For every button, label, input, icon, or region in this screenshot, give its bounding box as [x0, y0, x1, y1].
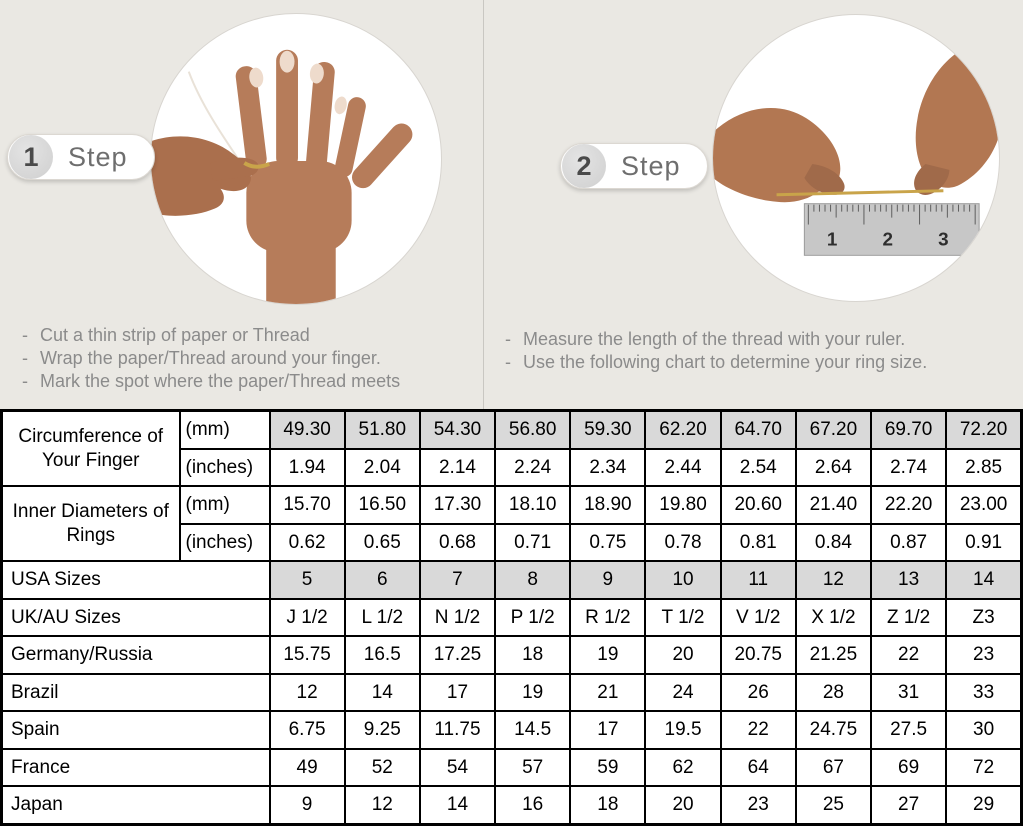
size-value-cell: 12: [796, 561, 871, 599]
size-value-cell: 33: [946, 674, 1021, 712]
size-value-cell: 2.64: [796, 449, 871, 487]
size-value-cell: 24: [645, 674, 720, 712]
size-value-cell: 14: [946, 561, 1021, 599]
size-value-cell: 30: [946, 711, 1021, 749]
size-value-cell: 59: [570, 749, 645, 787]
ruler-number-1: 1: [826, 228, 838, 250]
instruction-bullet: - Use the following chart to determine your ring size.: [505, 351, 1020, 374]
size-value-cell: 25: [796, 786, 871, 824]
size-value-cell: 11: [721, 561, 796, 599]
size-value-cell: 2.44: [645, 449, 720, 487]
step1-number: 1: [9, 135, 53, 179]
size-value-cell: 15.70: [270, 486, 345, 524]
size-value-cell: P 1/2: [495, 599, 570, 637]
size-value-cell: 23: [946, 636, 1021, 674]
size-value-cell: 20.75: [721, 636, 796, 674]
size-value-cell: 2.74: [871, 449, 946, 487]
size-value-cell: 16.50: [345, 486, 420, 524]
size-value-cell: 20.60: [721, 486, 796, 524]
size-value-cell: 16: [495, 786, 570, 824]
size-value-cell: Z 1/2: [871, 599, 946, 637]
step1-badge: [7, 134, 155, 180]
row-unit: (mm): [180, 411, 270, 449]
size-value-cell: 17: [420, 674, 495, 712]
size-value-cell: 2.54: [721, 449, 796, 487]
size-value-cell: 62: [645, 749, 720, 787]
size-value-cell: 21: [570, 674, 645, 712]
step2-instructions: [505, 328, 1020, 374]
size-value-cell: 29: [946, 786, 1021, 824]
size-value-cell: 67: [796, 749, 871, 787]
size-value-cell: 6.75: [270, 711, 345, 749]
thread-measurement-illustration: [713, 15, 999, 301]
size-value-cell: L 1/2: [345, 599, 420, 637]
size-value-cell: 1.94: [270, 449, 345, 487]
size-value-cell: 8: [495, 561, 570, 599]
step1-label: Step: [68, 141, 128, 172]
size-value-cell: 17.30: [420, 486, 495, 524]
size-value-cell: 20: [645, 636, 720, 674]
size-value-cell: 23: [721, 786, 796, 824]
size-value-cell: 9: [570, 561, 645, 599]
ruler-number-2: 2: [882, 228, 894, 250]
ruler-graphic: [804, 204, 979, 256]
size-value-cell: 2.24: [495, 449, 570, 487]
size-value-cell: 27.5: [871, 711, 946, 749]
step2-badge: [560, 143, 708, 189]
size-value-cell: 19: [495, 674, 570, 712]
table-row: [2, 486, 1022, 524]
ring-size-table-section: [0, 409, 1023, 826]
size-value-cell: 31: [871, 674, 946, 712]
table-row: [2, 636, 1022, 674]
size-value-cell: 28: [796, 674, 871, 712]
size-value-cell: 13: [871, 561, 946, 599]
size-value-cell: 0.91: [946, 524, 1021, 562]
size-value-cell: 22.20: [871, 486, 946, 524]
instruction-bullet: - Cut a thin strip of paper or Thread: [22, 324, 492, 347]
size-value-cell: 16.5: [345, 636, 420, 674]
size-value-cell: 54.30: [420, 411, 495, 449]
size-value-cell: 17.25: [420, 636, 495, 674]
size-value-cell: 14: [345, 674, 420, 712]
step2-label: Step: [621, 150, 681, 181]
size-value-cell: 19.5: [645, 711, 720, 749]
size-value-cell: 17: [570, 711, 645, 749]
size-value-cell: 0.81: [721, 524, 796, 562]
size-value-cell: 18: [570, 786, 645, 824]
size-value-cell: 0.68: [420, 524, 495, 562]
size-value-cell: J 1/2: [270, 599, 345, 637]
size-value-cell: 14: [420, 786, 495, 824]
size-value-cell: 12: [345, 786, 420, 824]
hand-with-ring-illustration: [151, 14, 441, 304]
size-value-cell: 21.25: [796, 636, 871, 674]
size-value-cell: 64.70: [721, 411, 796, 449]
row-unit: (mm): [180, 486, 270, 524]
ring-size-table-body: [2, 411, 1022, 825]
size-value-cell: 51.80: [345, 411, 420, 449]
size-value-cell: 57: [495, 749, 570, 787]
table-row: [2, 561, 1022, 599]
size-value-cell: 6: [345, 561, 420, 599]
size-value-cell: 2.14: [420, 449, 495, 487]
table-row: [2, 599, 1022, 637]
size-value-cell: 9: [270, 786, 345, 824]
size-value-cell: N 1/2: [420, 599, 495, 637]
size-value-cell: 9.25: [345, 711, 420, 749]
size-value-cell: 72: [946, 749, 1021, 787]
size-value-cell: Z3: [946, 599, 1021, 637]
size-value-cell: 59.30: [570, 411, 645, 449]
row-label: Spain: [2, 711, 270, 749]
size-value-cell: 2.34: [570, 449, 645, 487]
table-row: [2, 749, 1022, 787]
size-value-cell: 52: [345, 749, 420, 787]
size-value-cell: 72.20: [946, 411, 1021, 449]
size-value-cell: 2.85: [946, 449, 1021, 487]
row-label: Inner Diameters of Rings: [2, 486, 180, 561]
size-value-cell: 67.20: [796, 411, 871, 449]
size-value-cell: 20: [645, 786, 720, 824]
row-unit: (inches): [180, 449, 270, 487]
ruler-number-3: 3: [938, 228, 949, 250]
size-value-cell: 0.78: [645, 524, 720, 562]
row-label: USA Sizes: [2, 561, 270, 599]
size-value-cell: 0.65: [345, 524, 420, 562]
size-value-cell: 69.70: [871, 411, 946, 449]
step1-photo-hand-with-ring: [150, 13, 442, 305]
size-value-cell: 2.04: [345, 449, 420, 487]
size-value-cell: 62.20: [645, 411, 720, 449]
instruction-bullet: - Mark the spot where the paper/Thread meets: [22, 370, 492, 393]
row-unit: (inches): [180, 524, 270, 562]
size-value-cell: 14.5: [495, 711, 570, 749]
size-value-cell: 26: [721, 674, 796, 712]
step2-photo-measuring-thread: [712, 14, 1000, 302]
size-value-cell: 7: [420, 561, 495, 599]
step1-instructions: [22, 324, 492, 393]
table-row: [2, 674, 1022, 712]
size-value-cell: R 1/2: [570, 599, 645, 637]
size-value-cell: 0.87: [871, 524, 946, 562]
size-value-cell: 21.40: [796, 486, 871, 524]
size-value-cell: 15.75: [270, 636, 345, 674]
row-label: Germany/Russia: [2, 636, 270, 674]
row-label: Japan: [2, 786, 270, 824]
size-value-cell: 10: [645, 561, 720, 599]
size-value-cell: 19.80: [645, 486, 720, 524]
row-label: Brazil: [2, 674, 270, 712]
size-value-cell: 0.71: [495, 524, 570, 562]
size-value-cell: 54: [420, 749, 495, 787]
size-value-cell: 49.30: [270, 411, 345, 449]
size-value-cell: 24.75: [796, 711, 871, 749]
instruction-bullet: - Wrap the paper/Thread around your finger.: [22, 347, 492, 370]
row-label: Circumference of Your Finger: [2, 411, 180, 487]
size-value-cell: 0.75: [570, 524, 645, 562]
size-value-cell: 56.80: [495, 411, 570, 449]
instructions-section: [0, 0, 1023, 409]
size-value-cell: 64: [721, 749, 796, 787]
size-value-cell: 19: [570, 636, 645, 674]
size-value-cell: 12: [270, 674, 345, 712]
row-label: UK/AU Sizes: [2, 599, 270, 637]
ring-size-table: [0, 409, 1023, 826]
size-value-cell: 22: [871, 636, 946, 674]
table-row: [2, 786, 1022, 824]
step2-number: 2: [562, 144, 606, 188]
size-value-cell: 18.90: [570, 486, 645, 524]
row-label: France: [2, 749, 270, 787]
size-value-cell: 18.10: [495, 486, 570, 524]
size-value-cell: X 1/2: [796, 599, 871, 637]
table-row: [2, 411, 1022, 449]
size-value-cell: 69: [871, 749, 946, 787]
size-value-cell: T 1/2: [645, 599, 720, 637]
size-value-cell: 23.00: [946, 486, 1021, 524]
size-value-cell: 11.75: [420, 711, 495, 749]
section-divider: [483, 0, 484, 409]
size-value-cell: 18: [495, 636, 570, 674]
size-value-cell: 49: [270, 749, 345, 787]
size-value-cell: 22: [721, 711, 796, 749]
instruction-bullet: - Measure the length of the thread with your ruler.: [505, 328, 1020, 351]
size-value-cell: 0.62: [270, 524, 345, 562]
table-row: [2, 711, 1022, 749]
size-value-cell: 27: [871, 786, 946, 824]
size-value-cell: V 1/2: [721, 599, 796, 637]
size-value-cell: 0.84: [796, 524, 871, 562]
size-value-cell: 5: [270, 561, 345, 599]
